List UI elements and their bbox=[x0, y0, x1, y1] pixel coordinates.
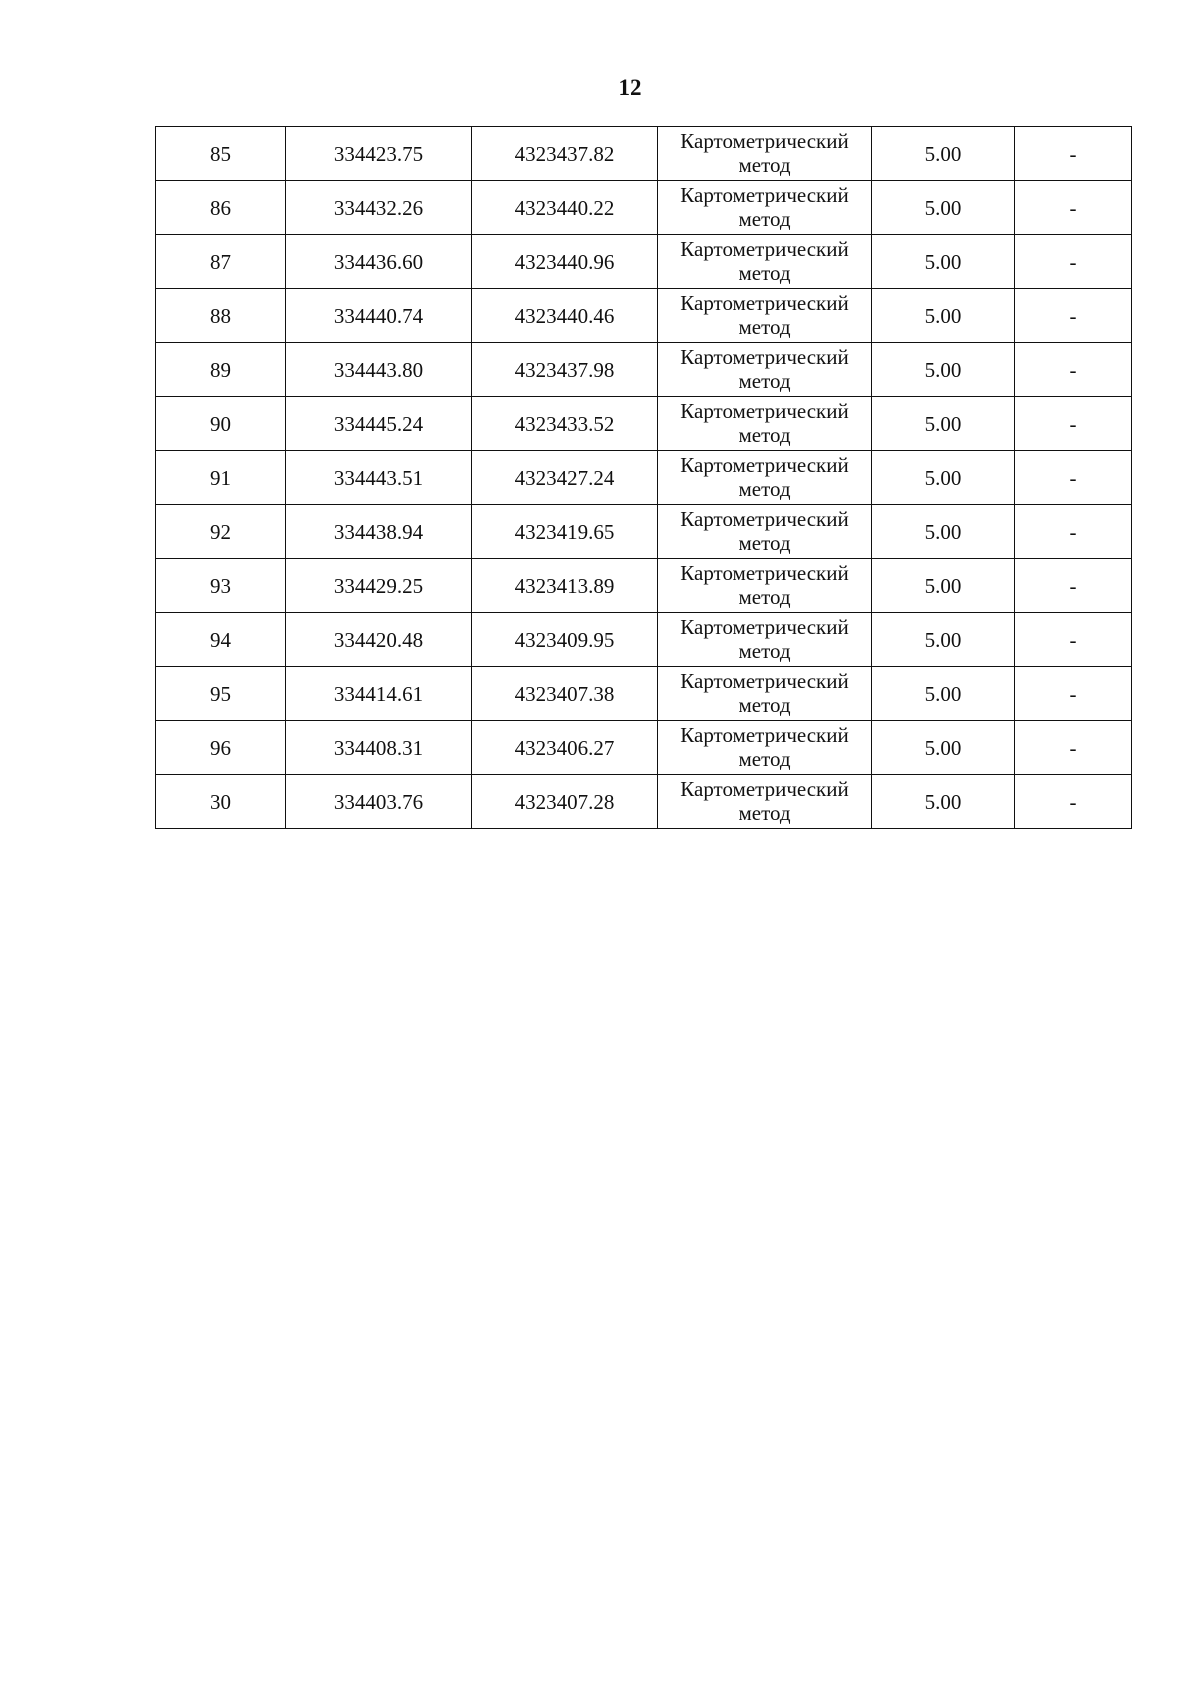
method bbox=[658, 613, 872, 667]
coord-y: 4323437.82 bbox=[472, 127, 658, 181]
note: - bbox=[1015, 775, 1132, 829]
accuracy: 5.00 bbox=[872, 235, 1015, 289]
point-number: 90 bbox=[156, 397, 286, 451]
method-line-1: Картометрический bbox=[680, 182, 849, 207]
method bbox=[658, 775, 872, 829]
accuracy: 5.00 bbox=[872, 397, 1015, 451]
method bbox=[658, 127, 872, 181]
accuracy: 5.00 bbox=[872, 343, 1015, 397]
table-row bbox=[156, 127, 1132, 181]
note: - bbox=[1015, 613, 1132, 667]
coord-y: 4323409.95 bbox=[472, 613, 658, 667]
coord-x: 334420.48 bbox=[286, 613, 472, 667]
coord-y: 4323407.38 bbox=[472, 667, 658, 721]
coord-x: 334443.80 bbox=[286, 343, 472, 397]
point-number: 89 bbox=[156, 343, 286, 397]
table-row bbox=[156, 397, 1132, 451]
coord-y: 4323437.98 bbox=[472, 343, 658, 397]
accuracy: 5.00 bbox=[872, 505, 1015, 559]
point-number: 92 bbox=[156, 505, 286, 559]
method bbox=[658, 289, 872, 343]
point-number: 95 bbox=[156, 667, 286, 721]
note: - bbox=[1015, 721, 1132, 775]
method bbox=[658, 397, 872, 451]
coord-y: 4323419.65 bbox=[472, 505, 658, 559]
coord-x: 334414.61 bbox=[286, 667, 472, 721]
method-line-2: метод bbox=[738, 476, 791, 501]
method-line-1: Картометрический bbox=[680, 776, 849, 801]
coord-y: 4323440.22 bbox=[472, 181, 658, 235]
method-line-1: Картометрический bbox=[680, 560, 849, 585]
method bbox=[658, 343, 872, 397]
method bbox=[658, 451, 872, 505]
point-number: 91 bbox=[156, 451, 286, 505]
note: - bbox=[1015, 181, 1132, 235]
coord-y: 4323406.27 bbox=[472, 721, 658, 775]
method-line-2: метод bbox=[738, 152, 791, 177]
point-number: 87 bbox=[156, 235, 286, 289]
accuracy: 5.00 bbox=[872, 667, 1015, 721]
method-line-2: метод bbox=[738, 692, 791, 717]
table-row bbox=[156, 721, 1132, 775]
accuracy: 5.00 bbox=[872, 559, 1015, 613]
coord-x: 334408.31 bbox=[286, 721, 472, 775]
method-line-1: Картометрический bbox=[680, 614, 849, 639]
point-number: 93 bbox=[156, 559, 286, 613]
point-number: 85 bbox=[156, 127, 286, 181]
method-line-2: метод bbox=[738, 584, 791, 609]
method-line-2: метод bbox=[738, 638, 791, 663]
coord-x: 334432.26 bbox=[286, 181, 472, 235]
accuracy: 5.00 bbox=[872, 127, 1015, 181]
method-line-1: Картометрический bbox=[680, 668, 849, 693]
table-row bbox=[156, 613, 1132, 667]
method-line-2: метод bbox=[738, 206, 791, 231]
coord-x: 334436.60 bbox=[286, 235, 472, 289]
accuracy: 5.00 bbox=[872, 181, 1015, 235]
note: - bbox=[1015, 505, 1132, 559]
note: - bbox=[1015, 667, 1132, 721]
note: - bbox=[1015, 289, 1132, 343]
coord-x: 334423.75 bbox=[286, 127, 472, 181]
method-line-2: метод bbox=[738, 800, 791, 825]
coord-y: 4323427.24 bbox=[472, 451, 658, 505]
accuracy: 5.00 bbox=[872, 289, 1015, 343]
table-row bbox=[156, 343, 1132, 397]
method bbox=[658, 721, 872, 775]
method-line-2: метод bbox=[738, 368, 791, 393]
coord-y: 4323413.89 bbox=[472, 559, 658, 613]
note: - bbox=[1015, 397, 1132, 451]
table-row bbox=[156, 559, 1132, 613]
page-number: 12 bbox=[618, 75, 642, 100]
table-row bbox=[156, 451, 1132, 505]
note: - bbox=[1015, 235, 1132, 289]
method-line-1: Картометрический bbox=[680, 398, 849, 423]
method-line-1: Картометрический bbox=[680, 290, 849, 315]
method bbox=[658, 667, 872, 721]
method-line-1: Картометрический bbox=[680, 722, 849, 747]
accuracy: 5.00 bbox=[872, 721, 1015, 775]
note: - bbox=[1015, 343, 1132, 397]
table-row bbox=[156, 775, 1132, 829]
note: - bbox=[1015, 127, 1132, 181]
accuracy: 5.00 bbox=[872, 451, 1015, 505]
coord-y: 4323433.52 bbox=[472, 397, 658, 451]
method-line-1: Картометрический bbox=[680, 344, 849, 369]
point-number: 30 bbox=[156, 775, 286, 829]
coord-x: 334438.94 bbox=[286, 505, 472, 559]
method bbox=[658, 505, 872, 559]
coordinates-table bbox=[155, 126, 1132, 829]
accuracy: 5.00 bbox=[872, 613, 1015, 667]
method-line-2: метод bbox=[738, 314, 791, 339]
accuracy: 5.00 bbox=[872, 775, 1015, 829]
method-line-1: Картометрический bbox=[680, 452, 849, 477]
method-line-1: Картометрический bbox=[680, 236, 849, 261]
coord-x: 334429.25 bbox=[286, 559, 472, 613]
method-line-2: метод bbox=[738, 260, 791, 285]
point-number: 94 bbox=[156, 613, 286, 667]
coord-y: 4323440.96 bbox=[472, 235, 658, 289]
method-line-2: метод bbox=[738, 746, 791, 771]
method-line-2: метод bbox=[738, 422, 791, 447]
point-number: 86 bbox=[156, 181, 286, 235]
coord-y: 4323440.46 bbox=[472, 289, 658, 343]
table-row bbox=[156, 505, 1132, 559]
point-number: 96 bbox=[156, 721, 286, 775]
method bbox=[658, 181, 872, 235]
coord-x: 334440.74 bbox=[286, 289, 472, 343]
method-line-1: Картометрический bbox=[680, 506, 849, 531]
coord-x: 334445.24 bbox=[286, 397, 472, 451]
coord-y: 4323407.28 bbox=[472, 775, 658, 829]
coord-x: 334443.51 bbox=[286, 451, 472, 505]
coord-x: 334403.76 bbox=[286, 775, 472, 829]
table-row bbox=[156, 667, 1132, 721]
point-number: 88 bbox=[156, 289, 286, 343]
method-line-1: Картометрический bbox=[680, 128, 849, 153]
table-row bbox=[156, 181, 1132, 235]
method bbox=[658, 559, 872, 613]
table-row bbox=[156, 235, 1132, 289]
method-line-2: метод bbox=[738, 530, 791, 555]
table-row bbox=[156, 289, 1132, 343]
method bbox=[658, 235, 872, 289]
note: - bbox=[1015, 559, 1132, 613]
note: - bbox=[1015, 451, 1132, 505]
